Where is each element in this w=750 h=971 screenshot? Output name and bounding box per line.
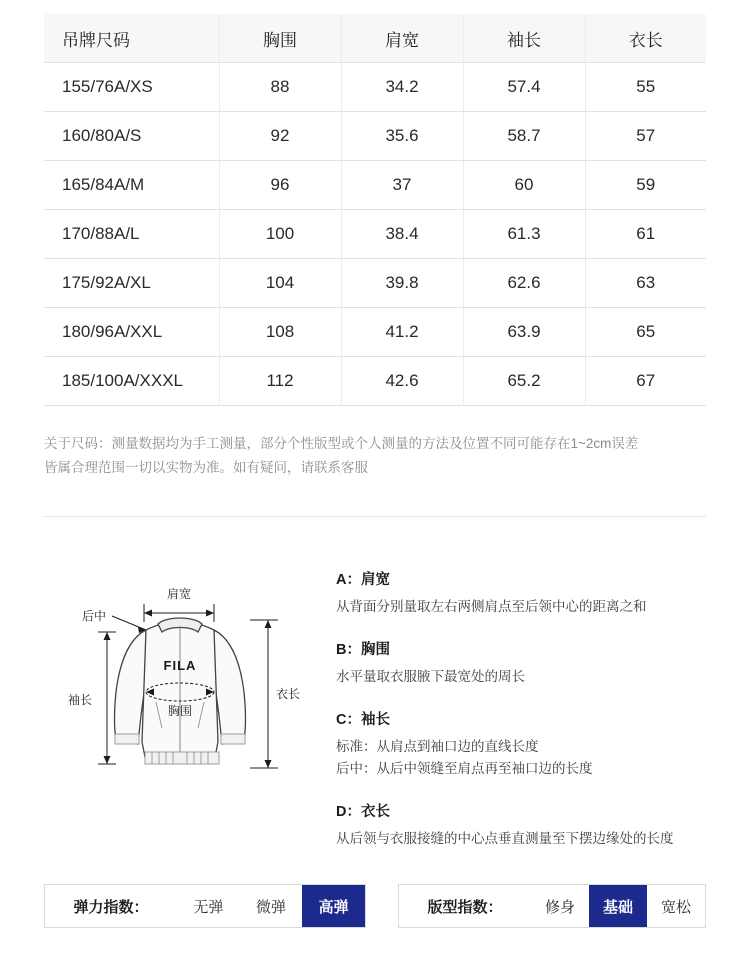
definition-sleeve (336, 708, 736, 780)
elasticity-option-high[interactable]: 高弹 (302, 885, 365, 927)
definition-title: C：袖长 (336, 712, 390, 728)
definition-shoulder (336, 568, 736, 618)
cell-shoulder: 42.6 (341, 357, 463, 406)
elasticity-option-slight[interactable]: 微弹 (256, 898, 287, 916)
fit-option-slim[interactable]: 修身 (544, 898, 575, 916)
cell-chest: 88 (219, 63, 341, 112)
table-row (44, 112, 706, 161)
cell-shoulder: 38.4 (341, 210, 463, 259)
section-divider (44, 516, 706, 517)
table-header (44, 14, 706, 63)
table-row (44, 259, 706, 308)
label-shoulder-width: 肩宽 (166, 587, 192, 601)
fit-index-row (398, 884, 706, 928)
cell-shoulder: 39.8 (341, 259, 463, 308)
definition-line: 水平量取衣服腋下最宽处的周长 (336, 669, 525, 684)
cell-sleeve: 65.2 (463, 357, 585, 406)
elasticity-index-box (44, 884, 366, 928)
table-body (44, 63, 706, 406)
cell-chest: 104 (219, 259, 341, 308)
cell-shoulder: 35.6 (341, 112, 463, 161)
cell-tag-size: 185/100A/XXXL (44, 357, 219, 406)
cell-tag-size: 160/80A/S (44, 112, 219, 161)
definition-line: 从后领与衣服接缝的中心点垂直测量至下摆边缘处的长度 (336, 831, 674, 846)
column-header-sleeve: 袖长 (463, 14, 585, 63)
table-row (44, 308, 706, 357)
cell-sleeve: 62.6 (463, 259, 585, 308)
cell-sleeve: 57.4 (463, 63, 585, 112)
table-row (44, 210, 706, 259)
cell-sleeve: 58.7 (463, 112, 585, 161)
table-header-row (44, 14, 706, 63)
elasticity-index-row (44, 884, 366, 928)
cell-chest: 108 (219, 308, 341, 357)
cell-chest: 100 (219, 210, 341, 259)
measurement-note-line2: 皆属合理范围一切以实物为准。如有疑问，请联系客服 (44, 460, 368, 475)
elasticity-option-none[interactable]: 无弹 (193, 898, 224, 916)
fit-option-loose[interactable]: 宽松 (660, 898, 691, 916)
cell-chest: 96 (219, 161, 341, 210)
cell-shoulder: 37 (341, 161, 463, 210)
table-row (44, 161, 706, 210)
label-back-center: 后中 (82, 609, 107, 623)
cell-tag-size: 155/76A/XS (44, 63, 219, 112)
garment-measurement-illustration (46, 552, 336, 852)
cell-length: 61 (585, 210, 706, 259)
cell-length: 57 (585, 112, 706, 161)
fit-option-regular[interactable]: 基础 (589, 885, 647, 927)
definition-line: 后中：从后中领缝至肩点再至袖口边的长度 (336, 761, 593, 776)
measurement-note-line1: 关于尺码：测量数据均为手工测量，部分个性版型或个人测量的方法及位置不同可能存在1~2cm误差 (44, 436, 639, 451)
table-row (44, 357, 706, 406)
table-row (44, 63, 706, 112)
cell-length: 67 (585, 357, 706, 406)
definition-title: D：衣长 (336, 804, 390, 820)
cell-shoulder: 34.2 (341, 63, 463, 112)
definition-title: A：肩宽 (336, 572, 390, 588)
cell-sleeve: 61.3 (463, 210, 585, 259)
cell-sleeve: 63.9 (463, 308, 585, 357)
cell-length: 65 (585, 308, 706, 357)
cell-length: 63 (585, 259, 706, 308)
brand-logo-text: FILA (163, 658, 197, 673)
cell-shoulder: 41.2 (341, 308, 463, 357)
definition-line: 标准：从肩点到袖口边的直线长度 (336, 739, 539, 754)
cell-length: 55 (585, 63, 706, 112)
column-header-length: 衣长 (585, 14, 706, 63)
label-chest: 胸围 (167, 704, 193, 718)
measurement-definitions (336, 568, 736, 870)
fit-index-box (398, 884, 706, 928)
label-sleeve-length: 袖长 (68, 693, 93, 707)
cell-sleeve: 60 (463, 161, 585, 210)
cell-length: 59 (585, 161, 706, 210)
column-header-chest: 胸围 (219, 14, 341, 63)
label-garment-length: 衣长 (276, 687, 301, 701)
cell-tag-size: 170/88A/L (44, 210, 219, 259)
cell-tag-size: 175/92A/XL (44, 259, 219, 308)
cell-tag-size: 180/96A/XXL (44, 308, 219, 357)
cell-chest: 92 (219, 112, 341, 161)
definition-title: B：胸围 (336, 642, 390, 658)
column-header-tag-size: 吊牌尺码 (44, 14, 219, 63)
cell-tag-size: 165/84A/M (44, 161, 219, 210)
measurement-note (44, 432, 714, 480)
cell-chest: 112 (219, 357, 341, 406)
column-header-shoulder: 肩宽 (341, 14, 463, 63)
elasticity-index-label: 弹力指数： (73, 898, 149, 916)
definition-chest (336, 638, 736, 688)
fit-index-label: 版型指数： (427, 898, 503, 916)
definition-line: 从背面分别量取左右两侧肩点至后领中心的距离之和 (336, 599, 647, 614)
size-chart-table (44, 14, 706, 406)
definition-length (336, 800, 736, 850)
